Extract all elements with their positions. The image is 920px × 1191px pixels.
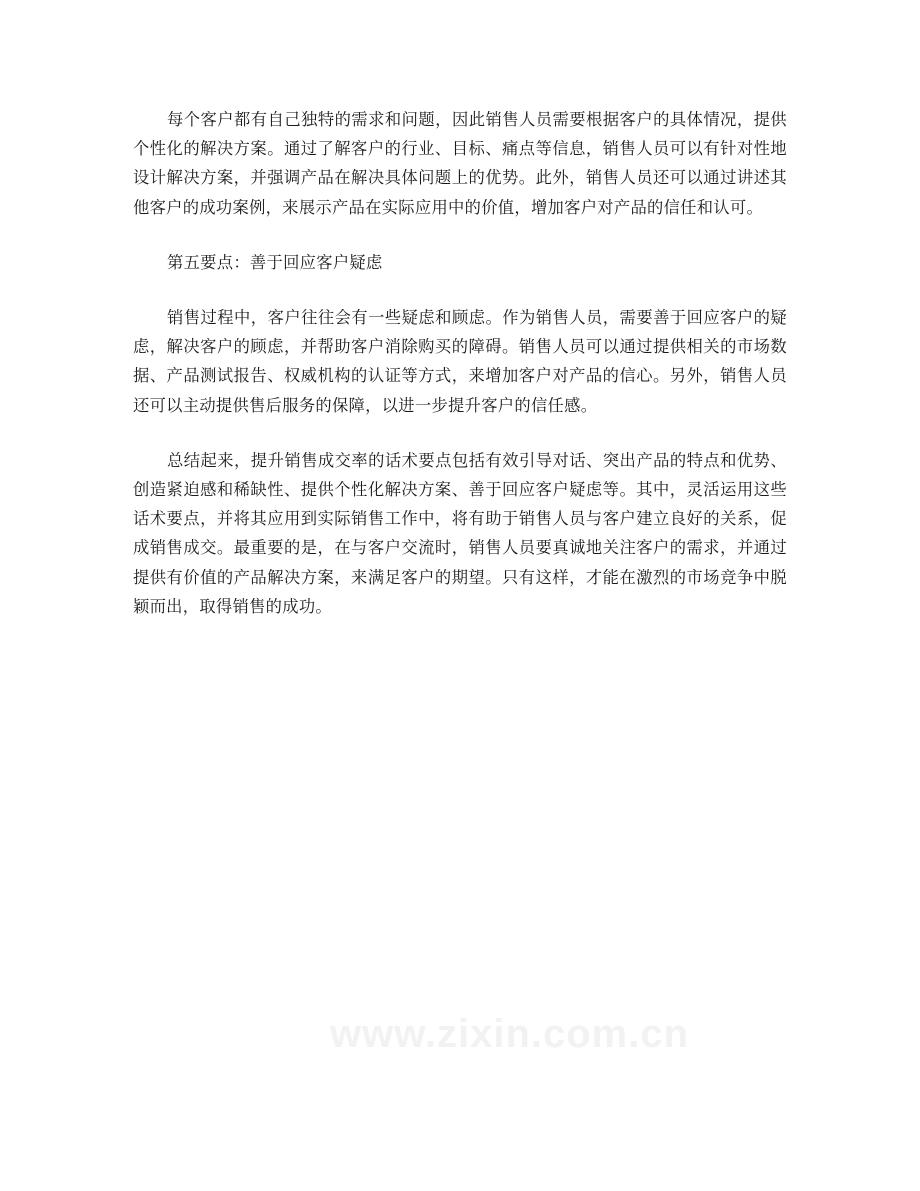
watermark-text: www.zixin.com.cn bbox=[330, 1012, 690, 1056]
paragraph-summary: 总结起来，提升销售成交率的话术要点包括有效引导对话、突出产品的特点和优势、创造紧迫感和稀缺性、提供个性化解决方案、善于回应客户疑虑等。其中，灵活运用这些话术要点，并将其应用到实际销售工作中，将有助于销售人员与客户建立良好的关系，促成销售成交。最重要的是，在与客户交流时，销售人员要真诚地关注客户的需求，并通过提供有价值的产品解决方案，来满足客户的期望。只有这样，才能在激烈的市场竞争中脱颖而出，取得销售的成功。 bbox=[133, 450, 787, 616]
document-body bbox=[133, 105, 787, 621]
paragraph-handle-concerns: 销售过程中，客户往往会有一些疑虑和顾虑。作为销售人员，需要善于回应客户的疑虑，解决客户的顾虑，并帮助客户消除购买的障碍。销售人员可以通过提供相关的市场数据、产品测试报告、权威机构的认证等方式，来增加客户对产品的信心。另外，销售人员还可以主动提供售后服务的保障，以进一步提升客户的信任感。 bbox=[133, 308, 787, 415]
paragraph-personalized-solutions: 每个客户都有自己独特的需求和问题，因此销售人员需要根据客户的具体情况，提供个性化的解决方案。通过了解客户的行业、目标、痛点等信息，销售人员可以有针对性地设计解决方案，并强调产品在解决具体问题上的优势。此外，销售人员还可以通过讲述其他客户的成功案例，来展示产品在实际应用中的价值，增加客户对产品的信任和认可。 bbox=[133, 110, 787, 217]
section-heading-point-five: 第五要点：善于回应客户疑虑 bbox=[167, 252, 383, 272]
